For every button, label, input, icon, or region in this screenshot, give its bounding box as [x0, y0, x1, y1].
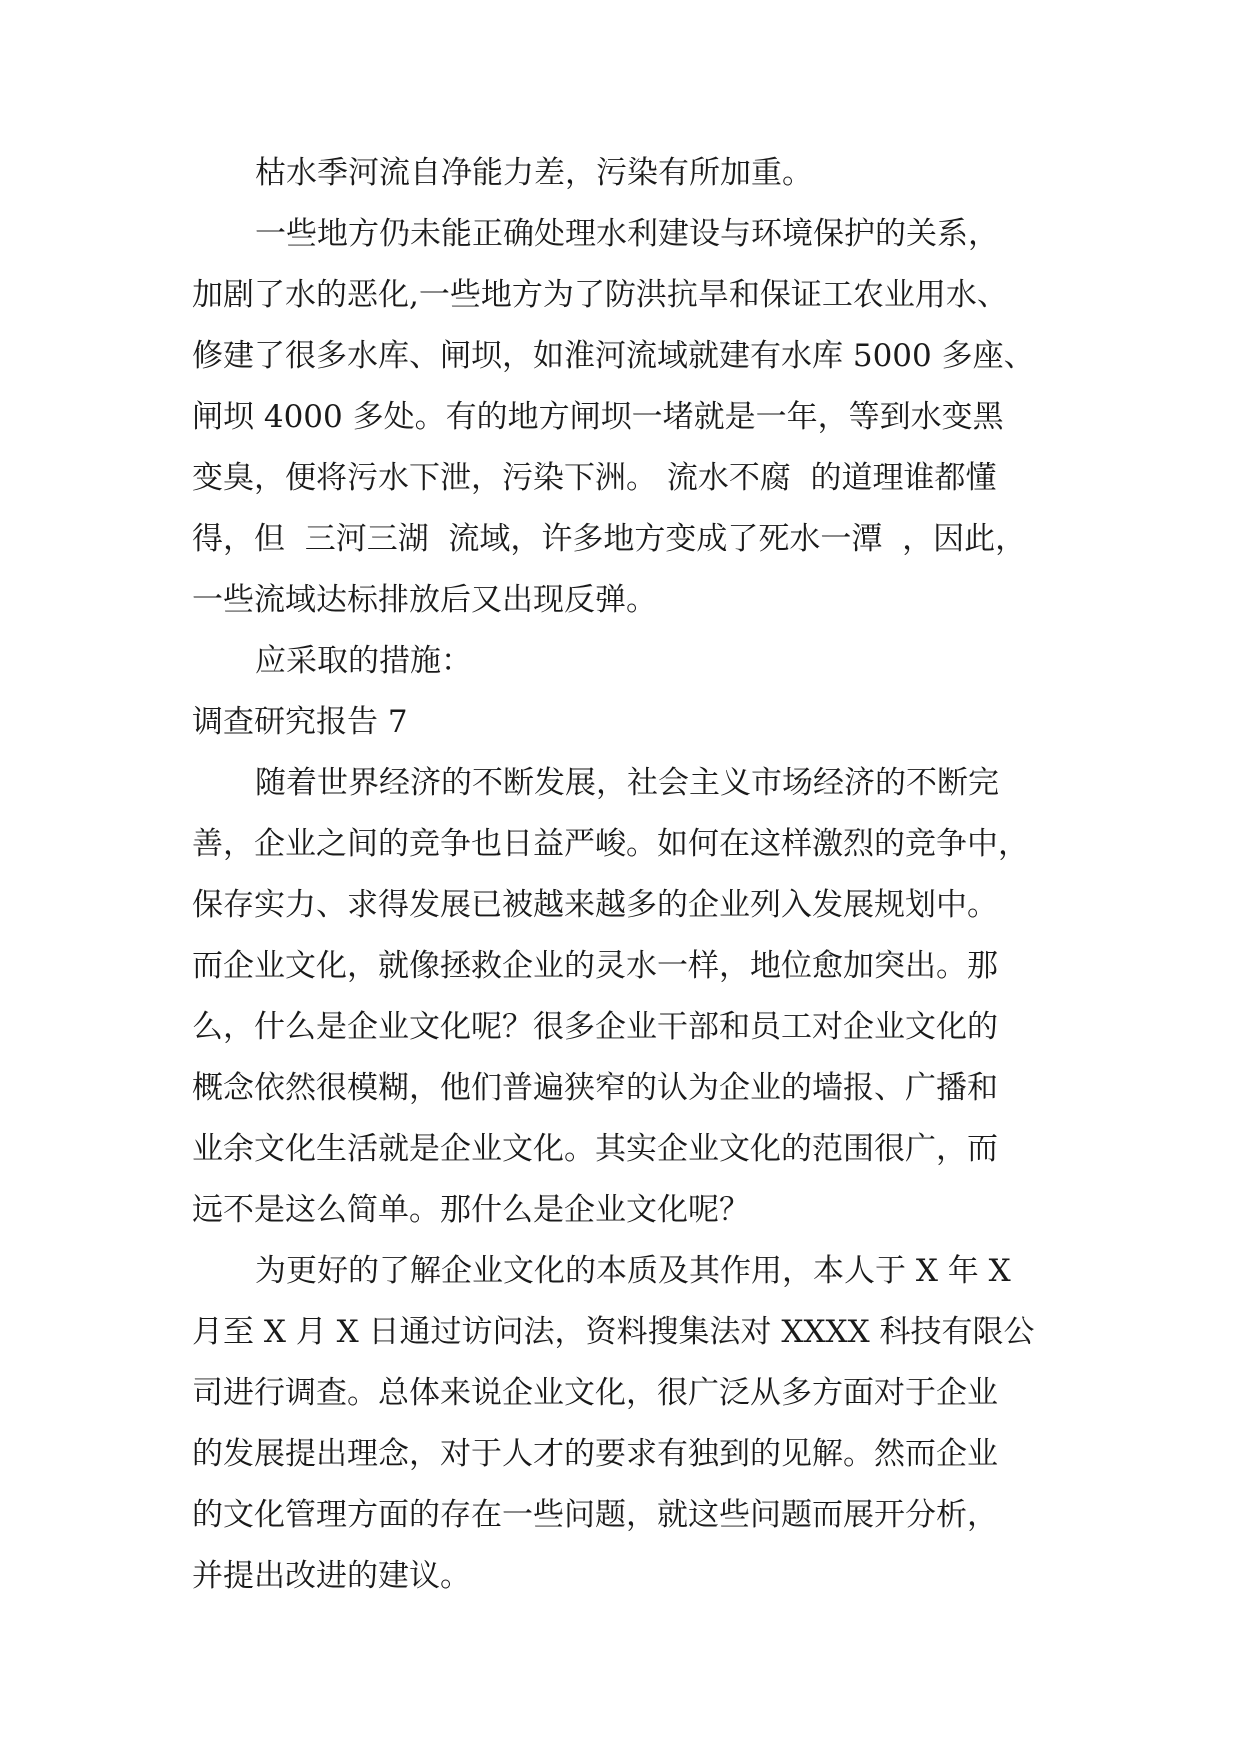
- text-line: 加剧了水的恶化,一些地方为了防洪抗旱和保证工农业用水、: [192, 277, 1008, 313]
- text-line: 概念依然很模糊，他们普遍狭窄的认为企业的墙报、广播和: [192, 1070, 998, 1106]
- section-heading: 调查研究报告 7: [192, 704, 408, 740]
- text-line: 应采取的措施：: [255, 643, 472, 679]
- text-line: 么，什么是企业文化呢？很多企业干部和员工对企业文化的: [192, 1009, 998, 1045]
- text-line: 随着世界经济的不断发展，社会主义市场经济的不断完: [255, 765, 999, 801]
- text-line: 月至 X 月 X 日通过访问法，资料搜集法对 XXXX 科技有限公: [192, 1314, 1035, 1350]
- text-line: 为更好的了解企业文化的本质及其作用，本人于 X 年 X: [255, 1253, 1011, 1289]
- text-line: 变臭，便将污水下泄，污染下洲。 流水不腐 的道理谁都懂: [192, 460, 997, 496]
- text-line: 远不是这么简单。那什么是企业文化呢？: [192, 1192, 750, 1228]
- text-line: 一些地方仍未能正确处理水利建设与环境保护的关系，: [255, 216, 999, 252]
- text-line: 并提出改进的建议。: [192, 1558, 471, 1594]
- text-line: 司进行调查。总体来说企业文化，很广泛从多方面对于企业: [192, 1375, 998, 1411]
- text-line: 修建了很多水库、闸坝，如淮河流域就建有水库 5000 多座、: [192, 338, 1035, 374]
- text-line: 得，但 三河三湖 流域，许多地方变成了死水一潭 ，因此，: [192, 521, 1027, 557]
- text-line: 保存实力、求得发展已被越来越多的企业列入发展规划中。: [192, 887, 998, 923]
- body-text: [192, 148, 1092, 1612]
- text-line: 闸坝 4000 多处。有的地方闸坝一堵就是一年，等到水变黑: [192, 399, 1004, 435]
- text-line: 的文化管理方面的存在一些问题，就这些问题而展开分析，: [192, 1497, 998, 1533]
- text-line: 而企业文化，就像拯救企业的灵水一样，地位愈加突出。那: [192, 948, 998, 984]
- text-line: 善，企业之间的竞争也日益严峻。如何在这样激烈的竞争中，: [192, 826, 1029, 862]
- text-line: 一些流域达标排放后又出现反弹。: [192, 582, 657, 618]
- text-line: 的发展提出理念，对于人才的要求有独到的见解。然而企业: [192, 1436, 998, 1472]
- text-line: 枯水季河流自净能力差，污染有所加重。: [255, 155, 813, 191]
- text-line: 业余文化生活就是企业文化。其实企业文化的范围很广，而: [192, 1131, 998, 1167]
